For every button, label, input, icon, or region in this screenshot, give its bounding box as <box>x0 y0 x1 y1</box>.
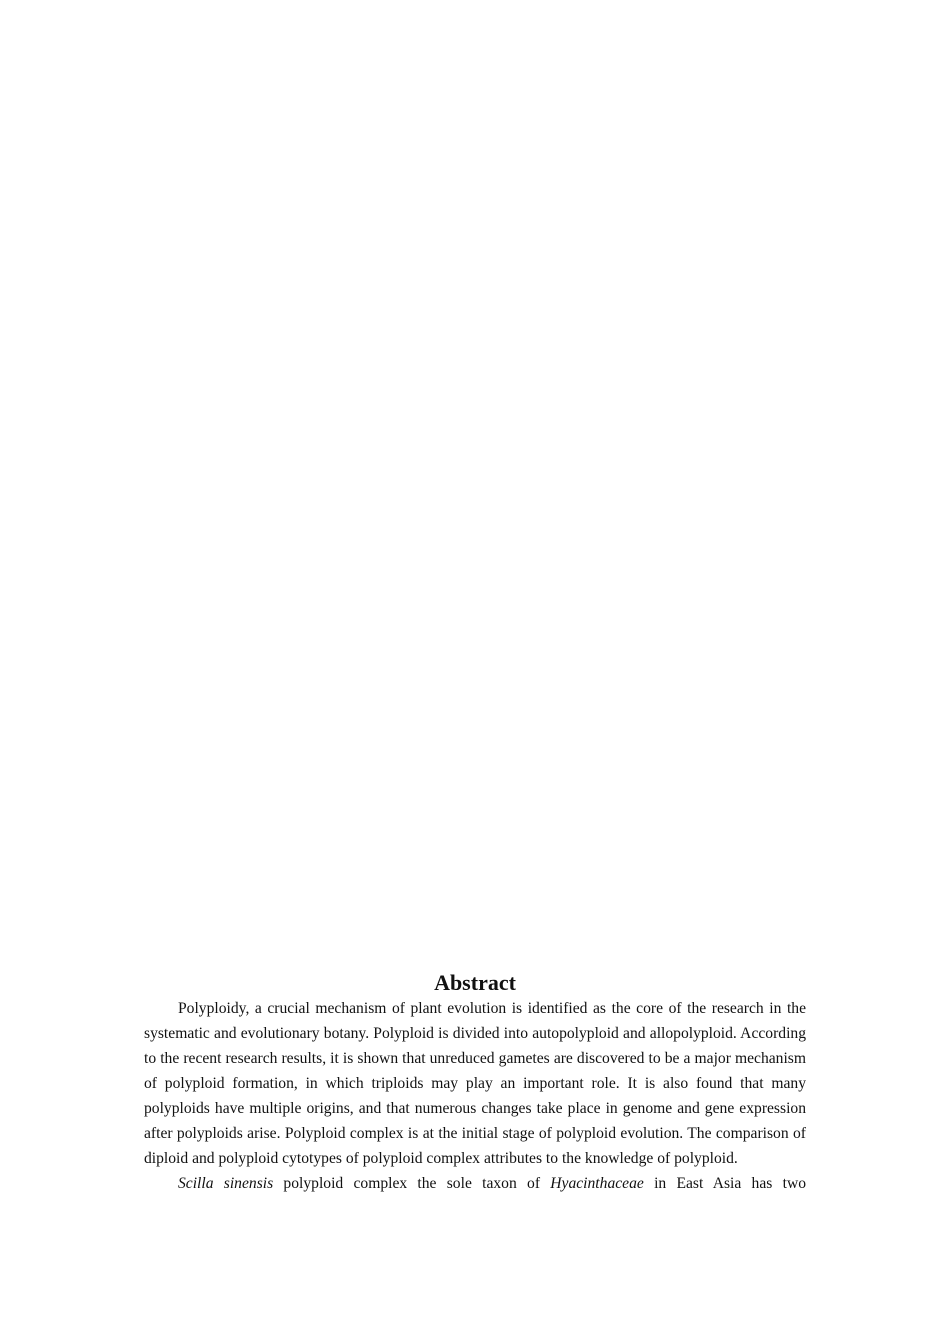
abstract-heading: Abstract <box>434 970 516 995</box>
species-name: Scilla sinensis <box>178 1175 274 1192</box>
paragraph-2-text-b: in East Asia has two <box>643 1175 806 1192</box>
family-name: Hyacinthaceae <box>550 1175 644 1192</box>
abstract-paragraph-1: Polyploidy, a crucial mechanism of plant evolution is identified as the core of the research in the systematic and evolutionary botany. Polyploid is divided into autopolyploid and allopolyploid. According to the recent research results, it is shown that unreduced gametes are discovered to be a major mechanism of polyploid formation, in which triploids may play an important role. It is also found that many polyploids have multiple origins, and that numerous changes take place in genome and gene expression after polyploids arise. Polyploid complex is at the initial stage of polyploid evolution. The comparison of diploid and polyploid cytotypes of polyploid complex attributes to the knowledge of polyploid. <box>144 1000 806 1167</box>
abstract-body <box>144 996 806 1196</box>
paragraph-2-text-a: polyploid complex the sole taxon of <box>273 1175 551 1192</box>
abstract-paragraph-2 <box>144 1171 806 1196</box>
